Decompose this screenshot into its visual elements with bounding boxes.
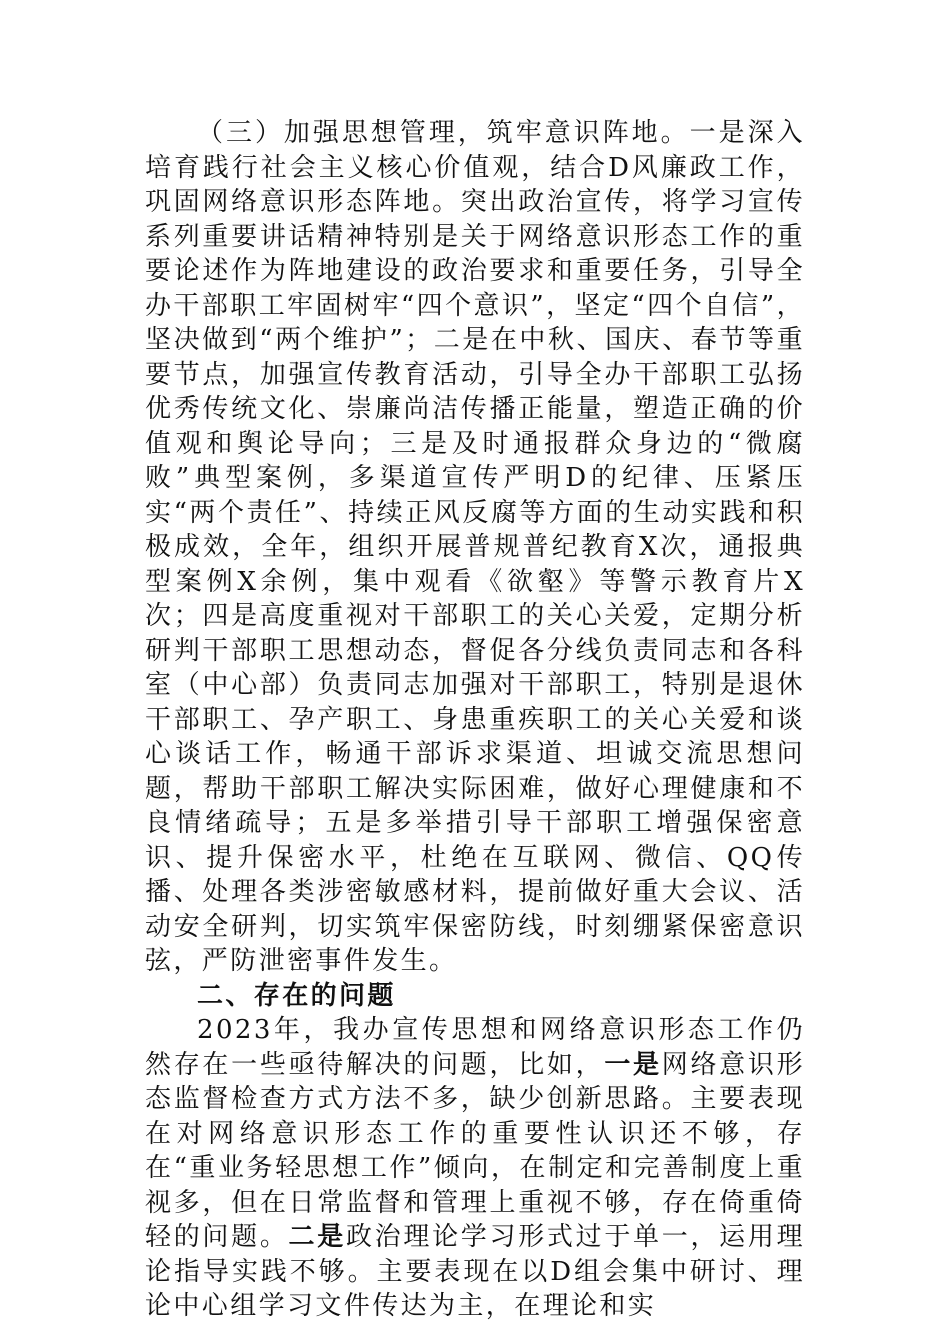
paragraph-text-part1: 2023年，我办宣传思想和网络意识形态工作仍然存在一些亟待解决的问题，比如， [145,1015,805,1080]
paragraph-text-part2: 网络意识形态监督检查方式方法不多，缺少创新思路。主要表现在对网络意识形态工作的重要性认识还不够，存在“重业务轻思想工作”倾向，在制定和完善制度上重视多，但在日常监督和管理上重视不够，存在倚重倚轻的问题。 [145,1049,805,1252]
paragraph-lead: （三）加强思想管理，筑牢意识阵地。 [197,118,690,148]
bold-marker-second: 二是 [288,1222,346,1252]
bold-marker-first: 一是 [604,1049,662,1080]
paragraph-body: 一是深入培育践行社会主义核心价值观，结合D风廉政工作，巩固网络意识形态阵地。突出政治宣传，将学习宣传系列重要讲话精神特别是关于网络意识形态工作的重要论述作为阵地建设的政治要求和重要任务，引导全办干部职工牢固树牢“四个意识”，坚定“四个自信”，坚决做到“两个维护”；二是在中秋、国庆、春节等重要节点，加强宣传教育活动，引导全办干部职工弘扬优秀传统文化、崇廉尚洁传播正能量，塑造正确的价值观和舆论导向；三是及时通报群众身边的“微腐败”典型案例，多渠道宣传严明D的纪律、压紧压实“两个责任”、持续正风反腐等方面的生动实践和积极成效，全年，组织开展普规普纪教育X次，通报典型案例X余例，集中观看《欲壑》等警示教育片X次；四是高度重视对干部职工的关心关爱，定期分析研判干部职工思想动态，督促各分线负责同志和各科室（中心部）负责同志加强对干部职工，特别是退休干部职工、孕产职工、身患重疾职工的关心关爱和谈心谈话工作，畅通干部诉求渠道、坦诚交流思想问题，帮助干部职工解决实际困难，做好心理健康和不良情绪疏导；五是多举措引导干部职工增强保密意识、提升保密水平，杜绝在互联网、微信、QQ传播、处理各类涉密敏感材料，提前做好重大会议、活动安全研判，切实筑牢保密防线，时刻绷紧保密意识弦，严防泄密事件发生。 [145,118,805,976]
document-page [145,116,805,1324]
paragraph-existing-problems [145,1013,805,1324]
paragraph-strengthen-ideology [145,116,805,979]
section-heading-problems: 二、存在的问题 [197,980,396,1011]
paragraph-text-part3: 政治理论学习形式过于单一，运用理论指导实践不够。主要表现在以D组会集中研讨、理论中心组学习文件传达为主，在理论和实 [145,1222,805,1321]
